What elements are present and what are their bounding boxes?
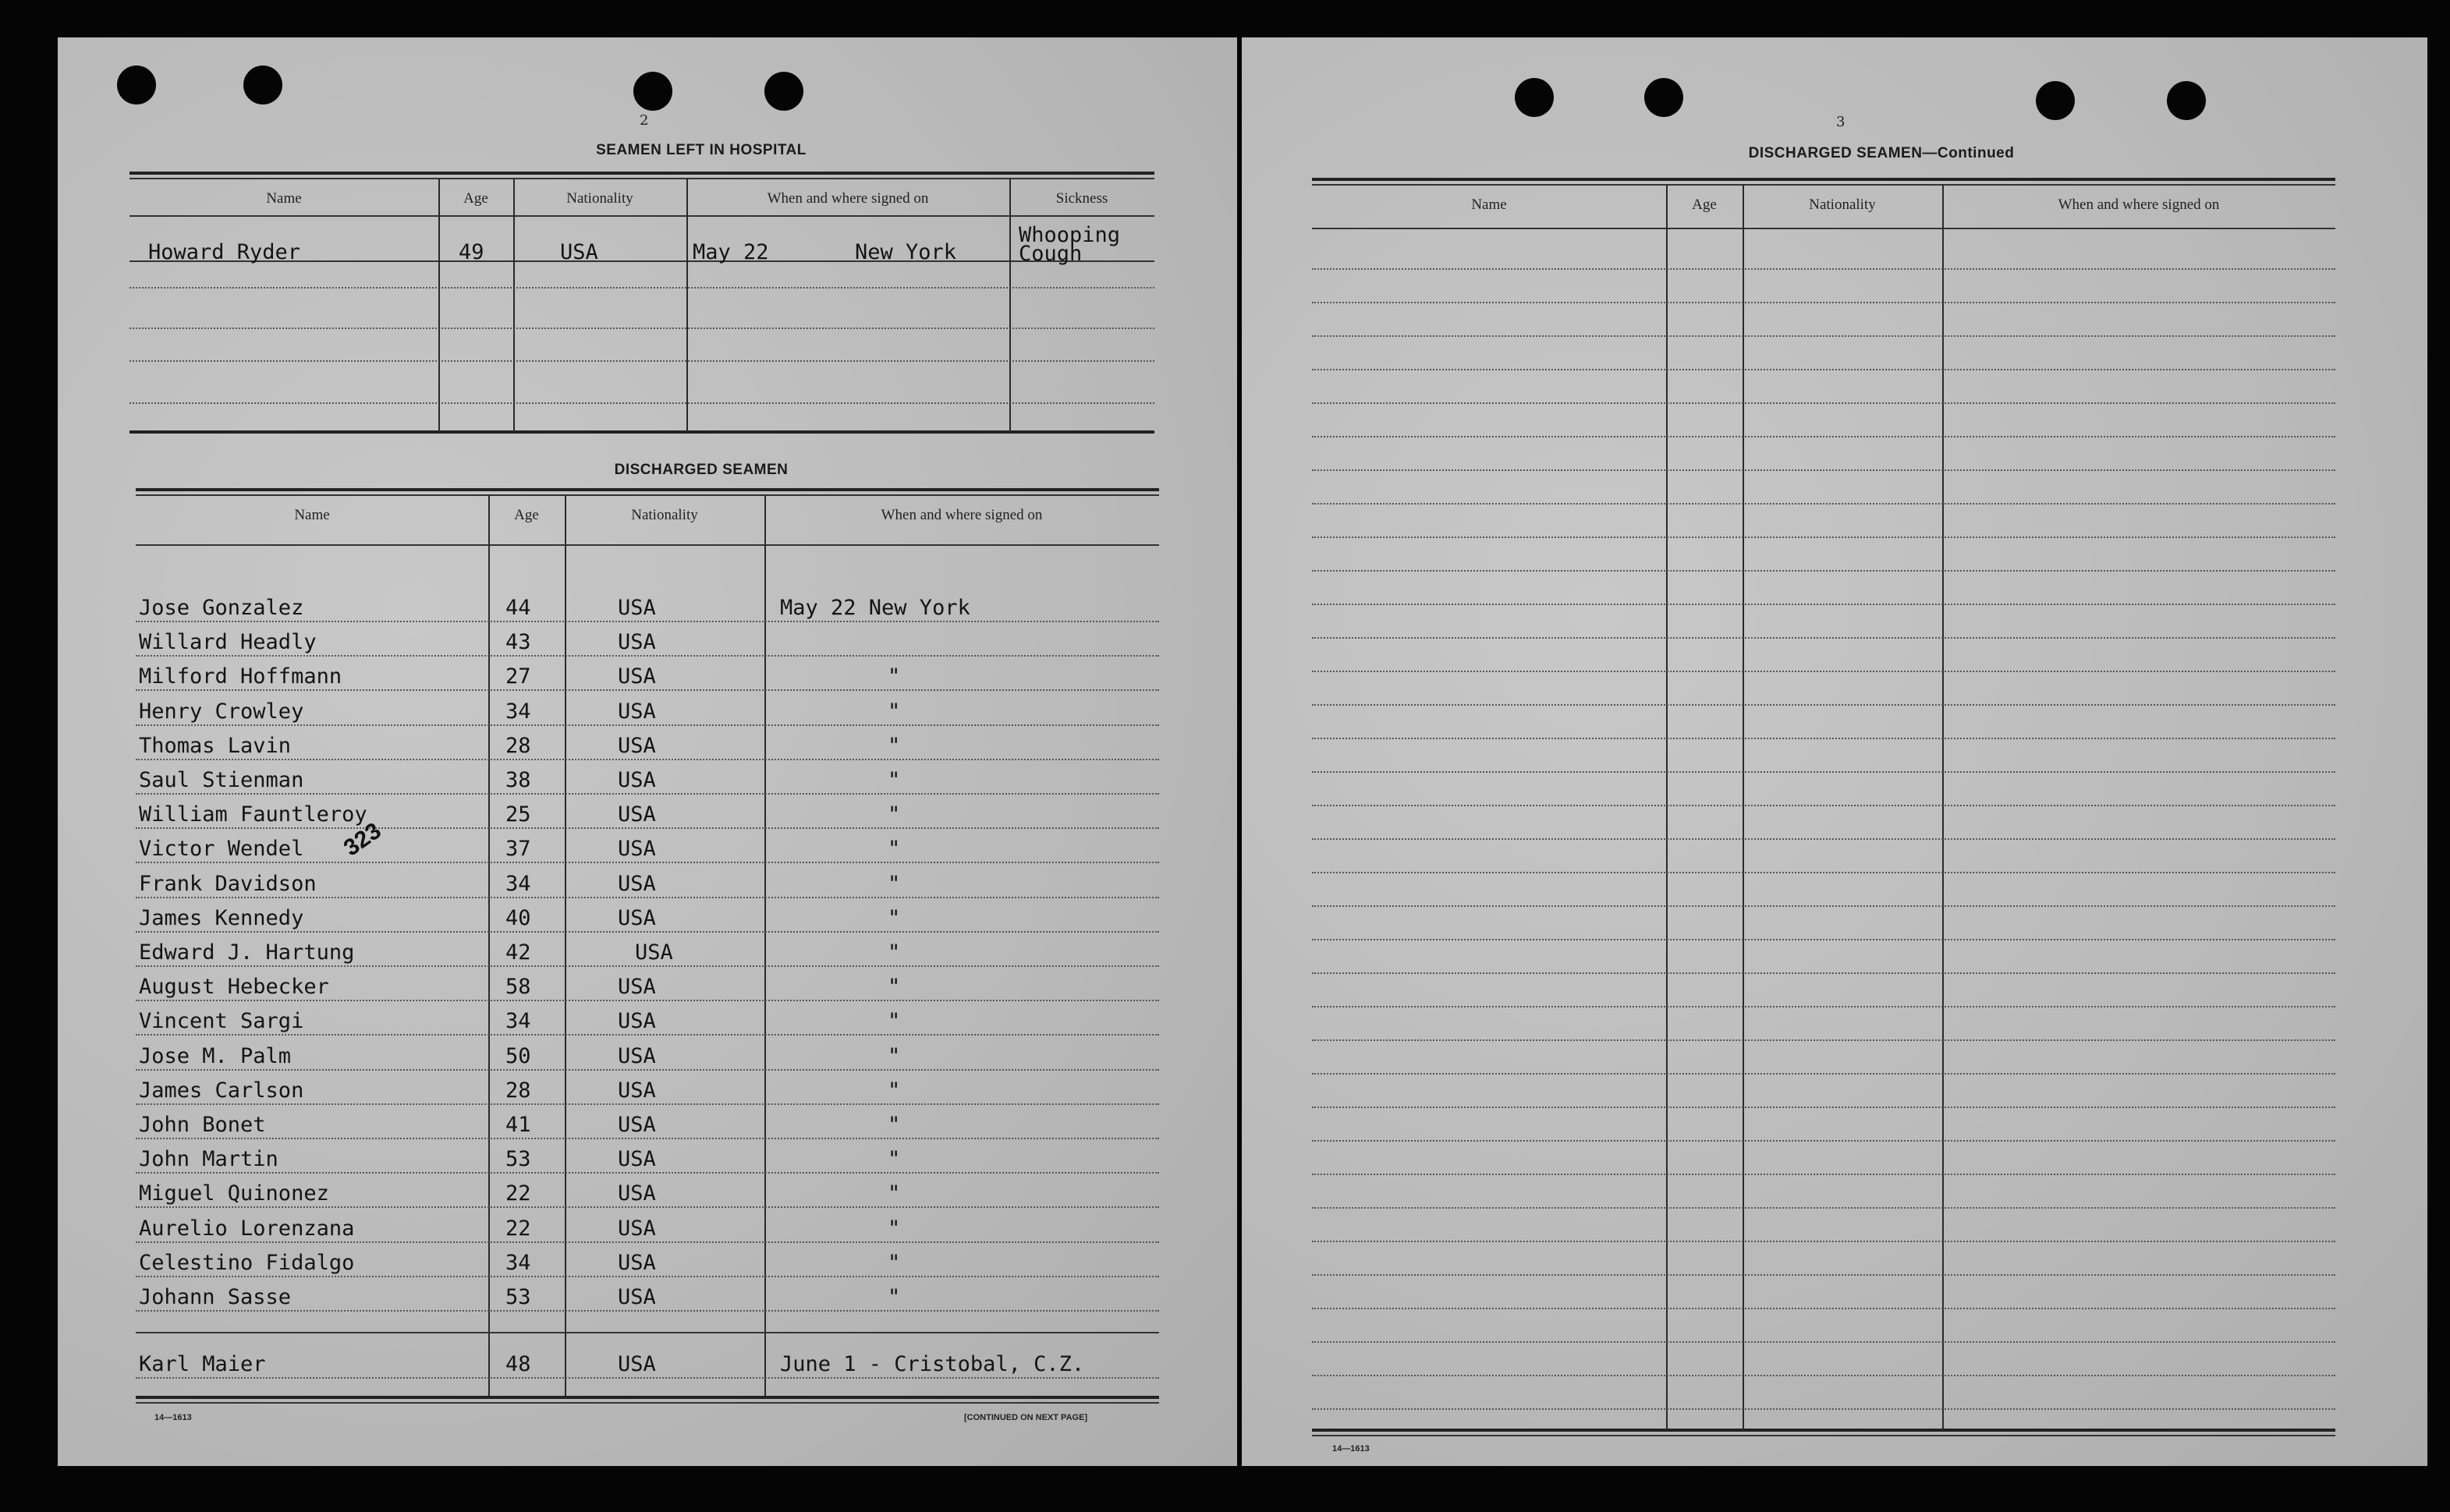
seaman-nationality: USA — [618, 1352, 656, 1376]
discharged-section-title: DISCHARGED SEAMEN — [614, 462, 789, 478]
seaman-signed-on: " — [888, 1181, 901, 1206]
seaman-nationality: USA — [618, 768, 656, 792]
seaman-name: James Kennedy — [139, 905, 304, 930]
hospital-name: Howard Ryder — [148, 240, 301, 264]
col-header-age: Age — [1692, 197, 1717, 213]
seaman-age: 40 — [505, 905, 531, 930]
seaman-nationality: USA — [618, 1078, 656, 1103]
seaman-nationality: USA — [618, 1181, 656, 1206]
seaman-signed-on: " — [888, 802, 901, 827]
seaman-age: 44 — [505, 596, 531, 620]
seaman-name: Jose M. Palm — [139, 1043, 292, 1068]
seaman-signed-on: " — [888, 1009, 901, 1034]
seaman-age: 34 — [505, 699, 531, 724]
col-header-name: Name — [294, 507, 330, 523]
seaman-name: Jose Gonzalez — [139, 596, 304, 620]
punch-hole — [1515, 78, 1554, 117]
seaman-age: 58 — [505, 975, 531, 1000]
col-header-age: Age — [463, 190, 488, 207]
seaman-signed-on: " — [888, 1113, 901, 1137]
seaman-name: John Bonet — [139, 1113, 266, 1137]
seaman-nationality: USA — [618, 596, 656, 620]
col-header-nationality: Nationality — [566, 190, 633, 207]
discharged-continued-title: DISCHARGED SEAMEN—Continued — [1748, 145, 2015, 161]
seaman-age: 34 — [505, 1250, 531, 1275]
seaman-age: 53 — [505, 1285, 531, 1309]
seaman-signed-on: " — [888, 768, 901, 792]
col-header-name: Name — [266, 190, 302, 207]
seaman-signed-on: " — [888, 871, 901, 896]
seaman-nationality: USA — [618, 1285, 656, 1309]
seaman-nationality: USA — [618, 871, 656, 896]
seaman-name: Miguel Quinonez — [139, 1181, 329, 1206]
seaman-name: Milford Hoffmann — [139, 664, 342, 689]
seaman-nationality: USA — [618, 802, 656, 827]
seaman-age: 25 — [505, 802, 531, 827]
seaman-nationality: USA — [635, 940, 673, 965]
seaman-signed-on: May 22 New York — [780, 596, 970, 620]
seaman-age: 48 — [505, 1352, 531, 1376]
seaman-name: Victor Wendel — [139, 837, 304, 862]
seaman-age: 22 — [505, 1181, 531, 1206]
hospital-date: May 22 — [693, 240, 769, 264]
seaman-nationality: USA — [618, 1147, 656, 1172]
seaman-age: 41 — [505, 1113, 531, 1137]
seaman-nationality: USA — [618, 1009, 656, 1034]
seaman-age: 28 — [505, 1078, 531, 1103]
right-page — [1242, 37, 2427, 1466]
seaman-nationality: USA — [618, 1250, 656, 1275]
seaman-signed-on: " — [888, 1216, 901, 1241]
col-header-signed-on: When and where signed on — [767, 190, 929, 207]
seaman-age: 43 — [505, 630, 531, 655]
seaman-signed-on: " — [888, 699, 901, 724]
punch-hole — [764, 72, 803, 111]
seaman-name: Edward J. Hartung — [139, 940, 355, 965]
seaman-signed-on: " — [888, 905, 901, 930]
seaman-age: 42 — [505, 940, 531, 965]
seaman-age: 34 — [505, 1009, 531, 1034]
inspection-stamp: 323 — [339, 817, 386, 862]
seaman-age: 27 — [505, 664, 531, 689]
col-header-signed-on: When and where signed on — [881, 507, 1043, 523]
col-header-sickness: Sickness — [1055, 190, 1108, 207]
form-number: 14—1613 — [1332, 1444, 1370, 1454]
seaman-age: 50 — [505, 1043, 531, 1068]
col-header-signed-on: When and where signed on — [2058, 197, 2220, 213]
seaman-nationality: USA — [618, 699, 656, 724]
page-number: 2 — [640, 112, 649, 129]
left-page — [58, 37, 1237, 1466]
seaman-signed-on: " — [888, 940, 901, 965]
seaman-signed-on: " — [888, 1285, 901, 1309]
seaman-signed-on: " — [888, 1147, 901, 1172]
seaman-name: Aurelio Lorenzana — [139, 1216, 355, 1241]
seaman-name: Johann Sasse — [139, 1285, 292, 1309]
seaman-nationality: USA — [618, 905, 656, 930]
continued-note: [CONTINUED ON NEXT PAGE] — [964, 1413, 1088, 1422]
seaman-name: Vincent Sargi — [139, 1009, 304, 1034]
seaman-signed-on: " — [888, 975, 901, 1000]
seaman-nationality: USA — [618, 630, 656, 655]
seaman-age: 22 — [505, 1216, 531, 1241]
punch-hole — [1644, 78, 1683, 117]
seaman-name: William Fauntleroy — [139, 802, 367, 827]
seaman-name: Celestino Fidalgo — [139, 1250, 355, 1275]
col-header-nationality: Nationality — [1809, 197, 1876, 213]
hospital-place: New York — [855, 240, 957, 264]
seaman-signed-on: " — [888, 1078, 901, 1103]
form-number: 14—1613 — [154, 1413, 192, 1422]
seaman-age: 38 — [505, 768, 531, 792]
hospital-nationality: USA — [560, 240, 598, 264]
hospital-age: 49 — [459, 240, 484, 264]
seaman-age: 53 — [505, 1147, 531, 1172]
seaman-name: August Hebecker — [139, 975, 329, 1000]
seaman-nationality: USA — [618, 664, 656, 689]
seaman-signed-on: " — [888, 664, 901, 689]
col-header-age: Age — [514, 507, 539, 523]
seaman-name: James Carlson — [139, 1078, 304, 1103]
seaman-nationality: USA — [618, 837, 656, 862]
hospital-sickness-line1: Whooping — [1019, 223, 1121, 247]
seaman-signed-on: " — [888, 1250, 901, 1275]
seaman-nationality: USA — [618, 1216, 656, 1241]
seaman-age: 34 — [505, 871, 531, 896]
seaman-name: Frank Davidson — [139, 871, 317, 896]
hospital-sickness-line2: Cough — [1019, 242, 1083, 266]
seaman-signed-on: " — [888, 733, 901, 758]
col-header-nationality: Nationality — [631, 507, 698, 523]
seaman-name: Henry Crowley — [139, 699, 304, 724]
seaman-age: 37 — [505, 837, 531, 862]
punch-hole — [243, 66, 282, 104]
seaman-nationality: USA — [618, 1113, 656, 1137]
seaman-age: 28 — [505, 733, 531, 758]
seaman-nationality: USA — [618, 1043, 656, 1068]
seaman-signed-on: June 1 - Cristobal, C.Z. — [780, 1352, 1085, 1376]
punch-hole — [2167, 81, 2206, 120]
seaman-signed-on: " — [888, 837, 901, 862]
punch-hole — [633, 72, 672, 111]
seaman-name: Willard Headly — [139, 630, 317, 655]
punch-hole — [117, 66, 156, 104]
hospital-section-title: SEAMEN LEFT IN HOSPITAL — [596, 142, 807, 158]
seaman-name: Saul Stienman — [139, 768, 304, 792]
seaman-name: Thomas Lavin — [139, 733, 292, 758]
seaman-signed-on: " — [888, 1043, 901, 1068]
punch-hole — [2036, 81, 2075, 120]
seaman-nationality: USA — [618, 733, 656, 758]
col-header-name: Name — [1471, 197, 1507, 213]
seaman-name: John Martin — [139, 1147, 278, 1172]
page-number: 3 — [1836, 114, 1845, 130]
seaman-name: Karl Maier — [139, 1352, 266, 1376]
seaman-nationality: USA — [618, 975, 656, 1000]
